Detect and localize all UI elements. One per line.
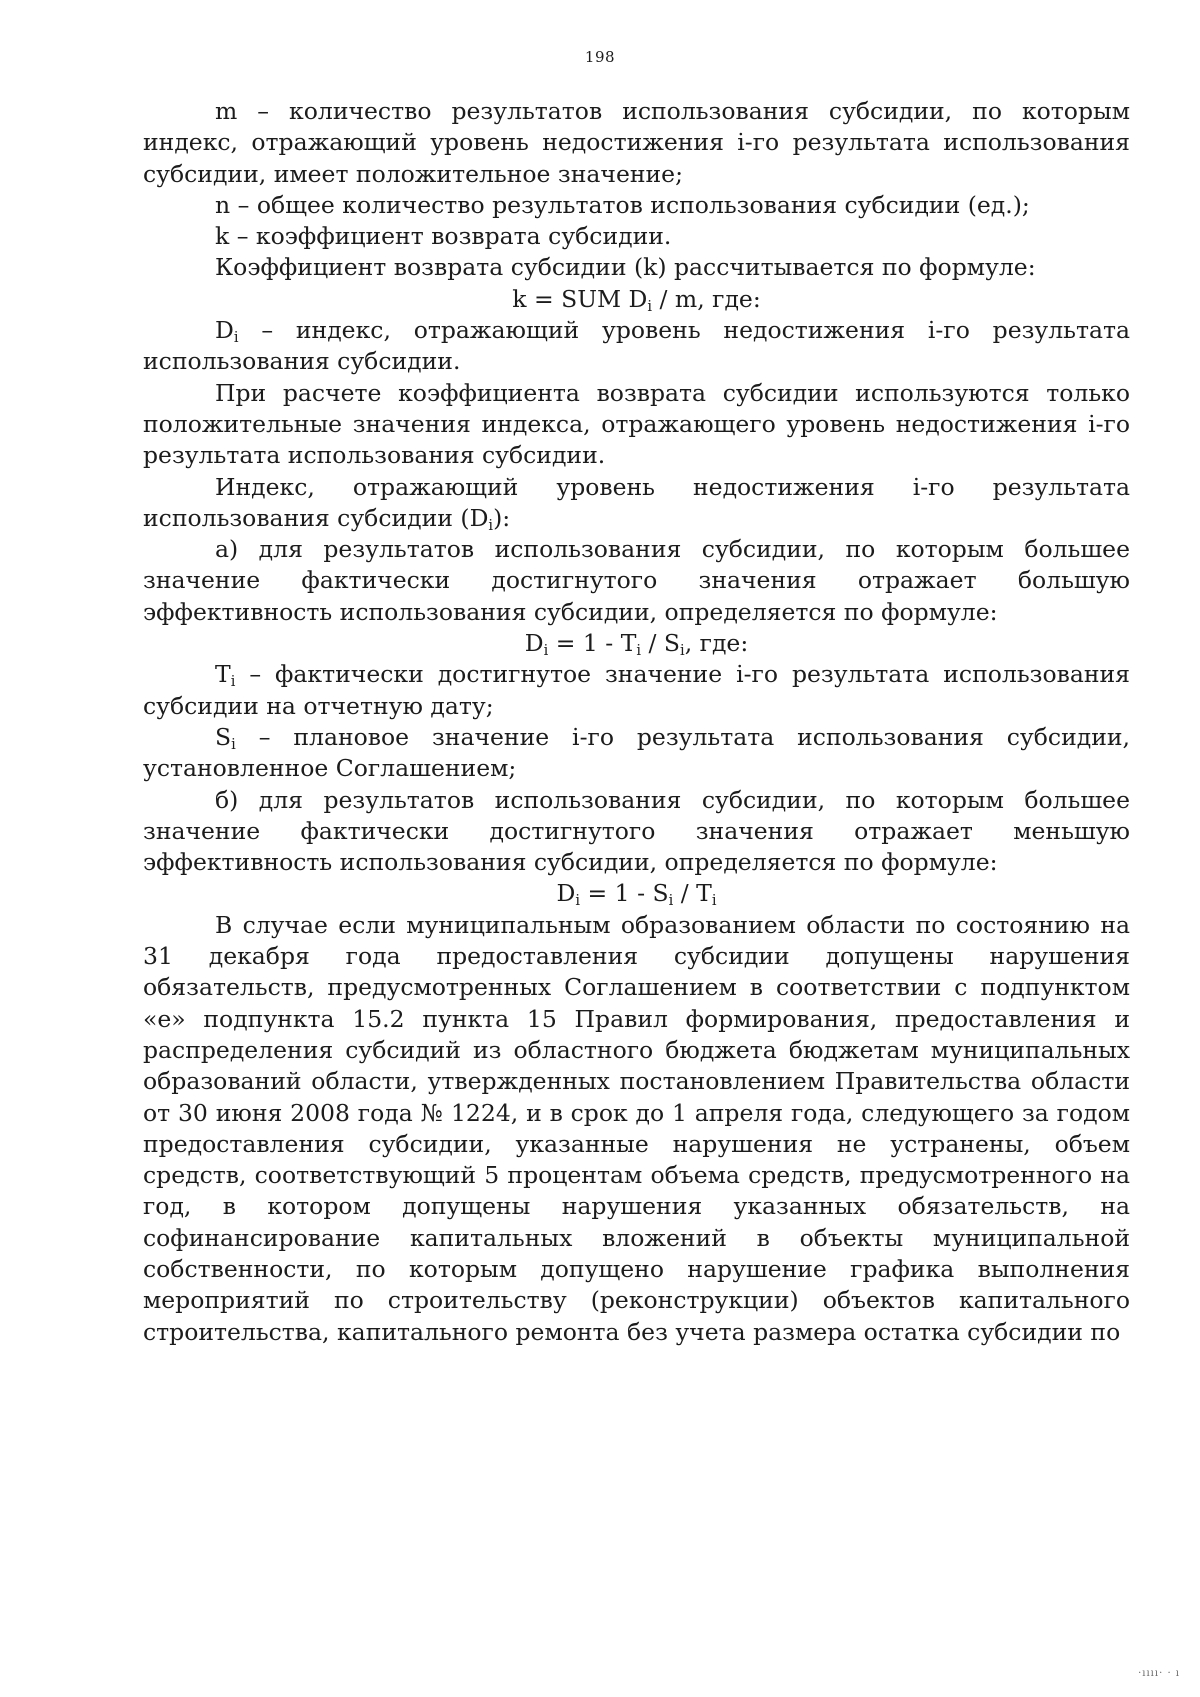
ti-sub: i xyxy=(230,673,236,691)
formula-a-s2: i xyxy=(636,642,642,660)
si-symbol: S xyxy=(215,722,232,751)
formula-k-sub: i xyxy=(647,297,653,315)
formula-b-s3: i xyxy=(711,892,717,910)
paragraph-index-intro xyxy=(143,472,1130,535)
formula-b-p3: / T xyxy=(673,879,712,908)
paragraph-violation: В случае если муниципальным образованием области по состоянию на 31 декабря года предоставления субсидии допущены нарушения обязательств, предусмотренных Соглашением в соответствии с подпунктом «е» подпункта 15.2 пункта 15 Правил формирования, предоставления и распределения субсидий из областного бюджета бюджетам муниципальных образований области, утвержденных постановлением Правительства области от 30 июня 2008 года № 1224, и в срок до 1 апреля года, следующего за годом предоставления субсидии, указанные нарушения не устранены, объем средств, соответствующий 5 процентам объема средств, предусмотренного на год, в котором допущены нарушения указанных обязательств, на софинансирование капитальных вложений в объекты муниципальной собственности, по которым допущено нарушение графика выполнения мероприятий по строительству (реконструкции) объектов капитального строительства, капитального ремонта без учета размера остатка субсидии по xyxy=(143,910,1130,1346)
paragraph-si-definition xyxy=(143,722,1130,785)
formula-k-left: k = SUM D xyxy=(512,284,648,313)
footer-scan-marks: ·ıııı· · ı xyxy=(1138,1668,1180,1679)
si-text: – плановое значение i-го результата использования субсидии, установленное Соглашением; xyxy=(143,722,1130,783)
paragraph-k-definition: k – коэффициент возврата субсидии. xyxy=(215,222,672,251)
index-intro-text: Индекс, отражающий уровень недостижения i-го результата использования субсидии (D xyxy=(143,472,1130,532)
di-symbol: D xyxy=(215,316,234,345)
formula-a-p4: , где: xyxy=(684,629,749,658)
paragraph-case-b: б) для результатов использования субсидии, по которым большее значение фактически достигнутого значения отражает меньшую эффективность использования субсидии, определяется по формуле: xyxy=(143,785,1130,877)
si-sub: i xyxy=(231,736,236,754)
formula-b-s1: i xyxy=(575,892,581,910)
formula-b-p1: D xyxy=(556,879,576,908)
formula-b-s2: i xyxy=(668,892,674,910)
paragraph-k-intro: Коэффициент возврата субсидии (k) рассчитывается по формуле: xyxy=(215,253,1036,282)
ti-symbol: T xyxy=(215,660,231,689)
formula-a-p2: = 1 - T xyxy=(548,629,637,658)
formula-b xyxy=(143,878,1130,909)
page-number: 198 xyxy=(584,48,616,66)
formula-a xyxy=(143,628,1130,659)
paragraph-m-definition: m – количество результатов использования субсидии, по которым индекс, отражающий уровень недостижения i-го результата использования субсидии, имеет положительное значение; xyxy=(143,97,1130,188)
formula-k xyxy=(143,284,1130,315)
paragraph-positive-only: При расчете коэффициента возврата субсидии используются только положительные значения индекса, отражающего уровень недостижения i-го результата использования субсидии. xyxy=(143,378,1130,470)
di-text: – индекс, отражающий уровень недостижения i-го результата использования субсидии. xyxy=(143,316,1130,376)
formula-k-right: / m, где: xyxy=(652,284,761,313)
formula-a-s3: i xyxy=(680,642,685,660)
document-body xyxy=(143,96,1130,1348)
index-intro-sub: i xyxy=(488,516,494,534)
formula-a-p3: / S xyxy=(641,629,681,658)
formula-a-p1: D xyxy=(524,629,544,658)
paragraph-case-a: а) для результатов использования субсидии, по которым большее значение фактически достигнутого значения отражает большую эффективность использования субсидии, определяется по формуле: xyxy=(143,535,1130,626)
formula-b-p2: = 1 - S xyxy=(580,879,669,908)
ti-text: – фактически достигнутое значение i-го результата использования субсидии на отчетную дату; xyxy=(143,660,1130,720)
paragraph-n-definition: n – общее количество результатов использования субсидии (ед.); xyxy=(215,190,1030,219)
paragraph-ti-definition xyxy=(143,659,1130,722)
formula-a-s1: i xyxy=(543,642,549,660)
paragraph-di-definition xyxy=(143,315,1130,378)
di-sub: i xyxy=(233,329,239,347)
index-intro-end: ): xyxy=(493,503,511,532)
